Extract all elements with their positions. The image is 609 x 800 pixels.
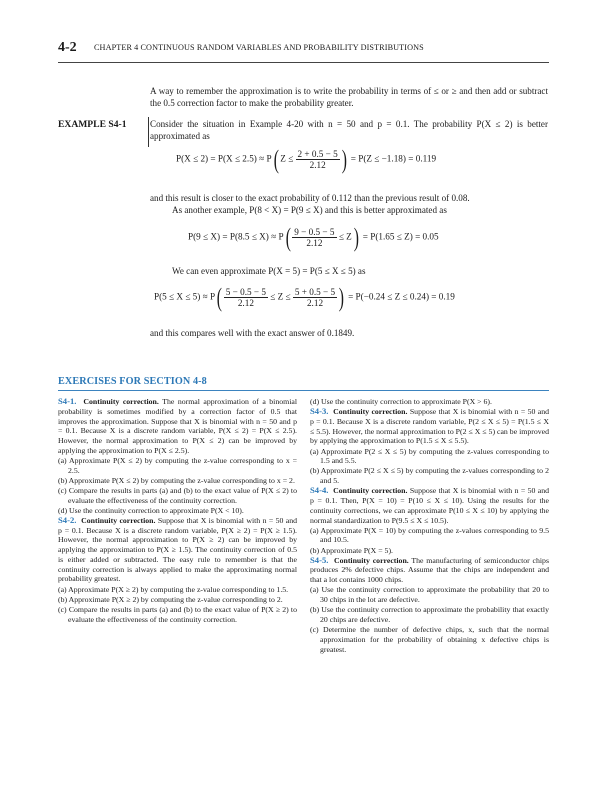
- intro-paragraph: A way to remember the approximation is to write the probability in terms of ≤ or ≥ and then add or subtract the 0.5 correction factor to make the probability greater.: [150, 86, 548, 108]
- page-number: 4-2: [58, 40, 77, 55]
- exercise-number: S4-5.: [310, 554, 329, 565]
- eq1-lhs: P(X ≤ 2) = P(X ≤ 2.5) ≈ P: [176, 153, 272, 164]
- exercise-part: (d) Use the continuity correction to approximate P(X > 6).: [310, 397, 492, 406]
- example-text-4: and this compares well with the exact answer of 0.1849.: [150, 328, 355, 338]
- left-paren: (: [285, 222, 291, 252]
- eq1-denominator: 2.12: [309, 160, 326, 170]
- exercise-s4-1: [58, 397, 297, 456]
- exercise-number: S4-3.: [310, 406, 329, 417]
- section-rule: [58, 390, 549, 391]
- right-paren: ): [341, 144, 347, 174]
- chapter-running-head: CHAPTER 4 CONTINUOUS RANDOM VARIABLES AND PROBABILITY DISTRIBUTIONS: [94, 43, 424, 52]
- eq3-lhs: P(5 ≤ X ≤ 5) ≈ P: [154, 291, 216, 302]
- example-text: Consider the situation in Example 4-20 with n = 50 and p = 0.1. The probability P(X ≤ 2) is better approximated as: [150, 119, 548, 141]
- example-label: EXAMPLE S4-1: [58, 119, 127, 130]
- eq1-pre: Z ≤: [280, 153, 294, 164]
- exercise-part: (a) Use the continuity correction to approximate the probability that 20 to 30 chips in the lot are defective.: [310, 585, 549, 605]
- example-text-2: As another example, P(8 < X) = P(9 ≤ X) and this is better approximated as: [172, 205, 447, 215]
- example-bar: [148, 117, 149, 147]
- exercise-body: The normal approximation of a binomial probability is sometimes modified by a correction factor of 0.5 that improves the approximation. Suppose that X is binomial with n = 50 and p = 0.1. Because X is a discrete random variable, P(X ≤ 2) = P(X ≤ 2.5). However, the normal approximation to P(X ≤ 2) can be improved by applying the approximation to P(X ≤ 2.5).: [58, 397, 298, 455]
- exercise-part: (a) Approximate P(X ≥ 2) by computing the z-value corresponding to 1.5.: [58, 584, 289, 594]
- eq2-fraction: [292, 227, 336, 248]
- right-paren: ): [338, 282, 345, 312]
- exercise-part: (c) Compare the results in parts (a) and (b) to the exact value of P(X ≤ 2) to evaluate the effectiveness of the continuity correction.: [58, 485, 297, 505]
- exercise-s4-2: [58, 516, 297, 584]
- eq1-numerator: 2 + 0.5 − 5: [297, 149, 338, 159]
- exercise-number: S4-4.: [310, 485, 329, 496]
- eq3-denominator-b: 2.12: [306, 298, 324, 308]
- exercise-s4-5: [310, 556, 549, 585]
- left-column: [58, 397, 297, 625]
- right-column: [310, 397, 549, 655]
- exercise-part: (b) Approximate P(X ≥ 2) by computing the z-value corresponding to 2.: [58, 594, 283, 604]
- exercise-part: (c) Determine the number of defective chips, x, such that the normal approximation for the probability of obtaining x defective chips is greatest.: [310, 625, 549, 654]
- eq1-fraction: [296, 149, 340, 170]
- eq3-numerator-a: 5 − 0.5 − 5: [225, 287, 266, 297]
- section-title: EXERCISES FOR SECTION 4-8: [58, 376, 207, 387]
- exercise-part: (b) Approximate P(X ≤ 2) by computing the z-value corresponding to x = 2.: [58, 475, 295, 485]
- exercise-part: (a) Approximate P(X = 10) by computing the z-values corresponding to 9.5 and 10.5.: [310, 525, 549, 545]
- eq2-rhs: = P(1.65 ≤ Z) = 0.05: [362, 231, 439, 242]
- exercise-part: (a) Approximate P(X ≤ 2) by computing the z-value corresponding to x = 2.5.: [58, 455, 297, 475]
- exercise-number: S4-1.: [58, 396, 77, 406]
- eq3-fraction-a: [224, 287, 268, 308]
- exercise-title: Continuity correction.: [333, 486, 408, 496]
- eq3-mid: ≤ Z ≤: [270, 291, 291, 302]
- left-paren: (: [216, 282, 223, 312]
- eq3-denominator-a: 2.12: [237, 298, 254, 308]
- eq3-rhs: = P(−0.24 ≤ Z ≤ 0.24) = 0.19: [348, 291, 455, 302]
- exercise-body: Suppose that X is binomial with n = 50 and p = 0.1. Then, P(X = 10) = P(10 ≤ X ≤ 10). Using the results for the continuity corrections, we can approximate P(10 ≤ X ≤ 10) by applying the normal standardization to P(9.5 ≤ X ≤ 10.5).: [310, 486, 550, 525]
- exercise-title: Continuity correction.: [333, 407, 408, 417]
- header-rule: [58, 62, 549, 63]
- exercise-body: Suppose that X is binomial with n = 50 and p = 0.1. Because X is a discrete random variable, P(2 ≤ X ≤ 5) = P(1.5 ≤ X ≤ 5.5). However, the normal approximation to P(2 ≤ X ≤ 5) can be improved by applying the approximation to P(1.5 ≤ X ≤ 5.5).: [310, 407, 550, 446]
- eq3-numerator-b: 5 + 0.5 − 5: [294, 287, 336, 297]
- equation-3: [154, 282, 455, 312]
- exercise-part: (b) Approximate P(X = 5).: [310, 545, 394, 555]
- equation-2: [188, 222, 439, 252]
- eq3-fraction-b: [293, 287, 337, 308]
- exercise-title: Continuity correction.: [333, 555, 409, 565]
- equation-1: [176, 144, 437, 174]
- exercise-part: (c) Compare the results in parts (a) and (b) to the exact value of P(X ≥ 2) to evaluate the effectiveness of the continuity correction.: [58, 604, 297, 624]
- exercise-part: (b) Approximate P(2 ≤ X ≤ 5) by computing the z-values corresponding to 2 and 5.: [310, 466, 549, 486]
- exercise-s4-4: [310, 486, 549, 525]
- right-paren: ): [353, 222, 359, 252]
- example-text-3: We can even approximate P(X = 5) = P(5 ≤ X ≤ 5) as: [172, 266, 366, 276]
- example-after-1: and this result is closer to the exact probability of 0.112 than the previous result of 0.08.: [150, 193, 470, 203]
- exercise-body: Suppose that X is binomial with n = 50 and p = 0.1. Because X is a discrete random variable, P(X ≥ 2) = P(X ≥ 1.5). However, the normal approximation to P(X ≥ 2) can be improved by applying the approximation to P(X ≥ 1.5). The continuity correction of 0.5 is either added or subtracted. The easy rule to remember is that the continuity correction is always applied to make the approximating normal probability greatest.: [58, 515, 298, 584]
- eq2-lhs: P(9 ≤ X) = P(8.5 ≤ X) ≈ P: [188, 231, 284, 242]
- exercise-part: (b) Use the continuity correction to approximate the probability that exactly 20 chips are defective.: [310, 605, 549, 625]
- eq2-denominator: 2.12: [306, 238, 323, 248]
- exercise-number: S4-2.: [58, 514, 77, 525]
- eq2-post: ≤ Z: [338, 231, 352, 242]
- left-paren: (: [273, 144, 279, 174]
- exercise-title: Continuity correction.: [83, 397, 159, 406]
- exercise-part: (d) Use the continuity correction to approximate P(X < 10).: [58, 505, 244, 515]
- exercise-s4-3: [310, 407, 549, 446]
- exercise-title: Continuity correction.: [81, 515, 156, 525]
- exercise-part: (a) Approximate P(2 ≤ X ≤ 5) by computing the z-values corresponding to 1.5 and 5.5.: [310, 446, 549, 466]
- exercise-body: The manufacturing of semiconductor chips produces 2% defective chips. Assume that the chips are independent and that a lot contains 1000 chips.: [310, 555, 549, 585]
- eq2-numerator: 9 − 0.5 − 5: [294, 227, 335, 237]
- eq1-rhs: = P(Z ≤ −1.18) = 0.119: [350, 153, 437, 164]
